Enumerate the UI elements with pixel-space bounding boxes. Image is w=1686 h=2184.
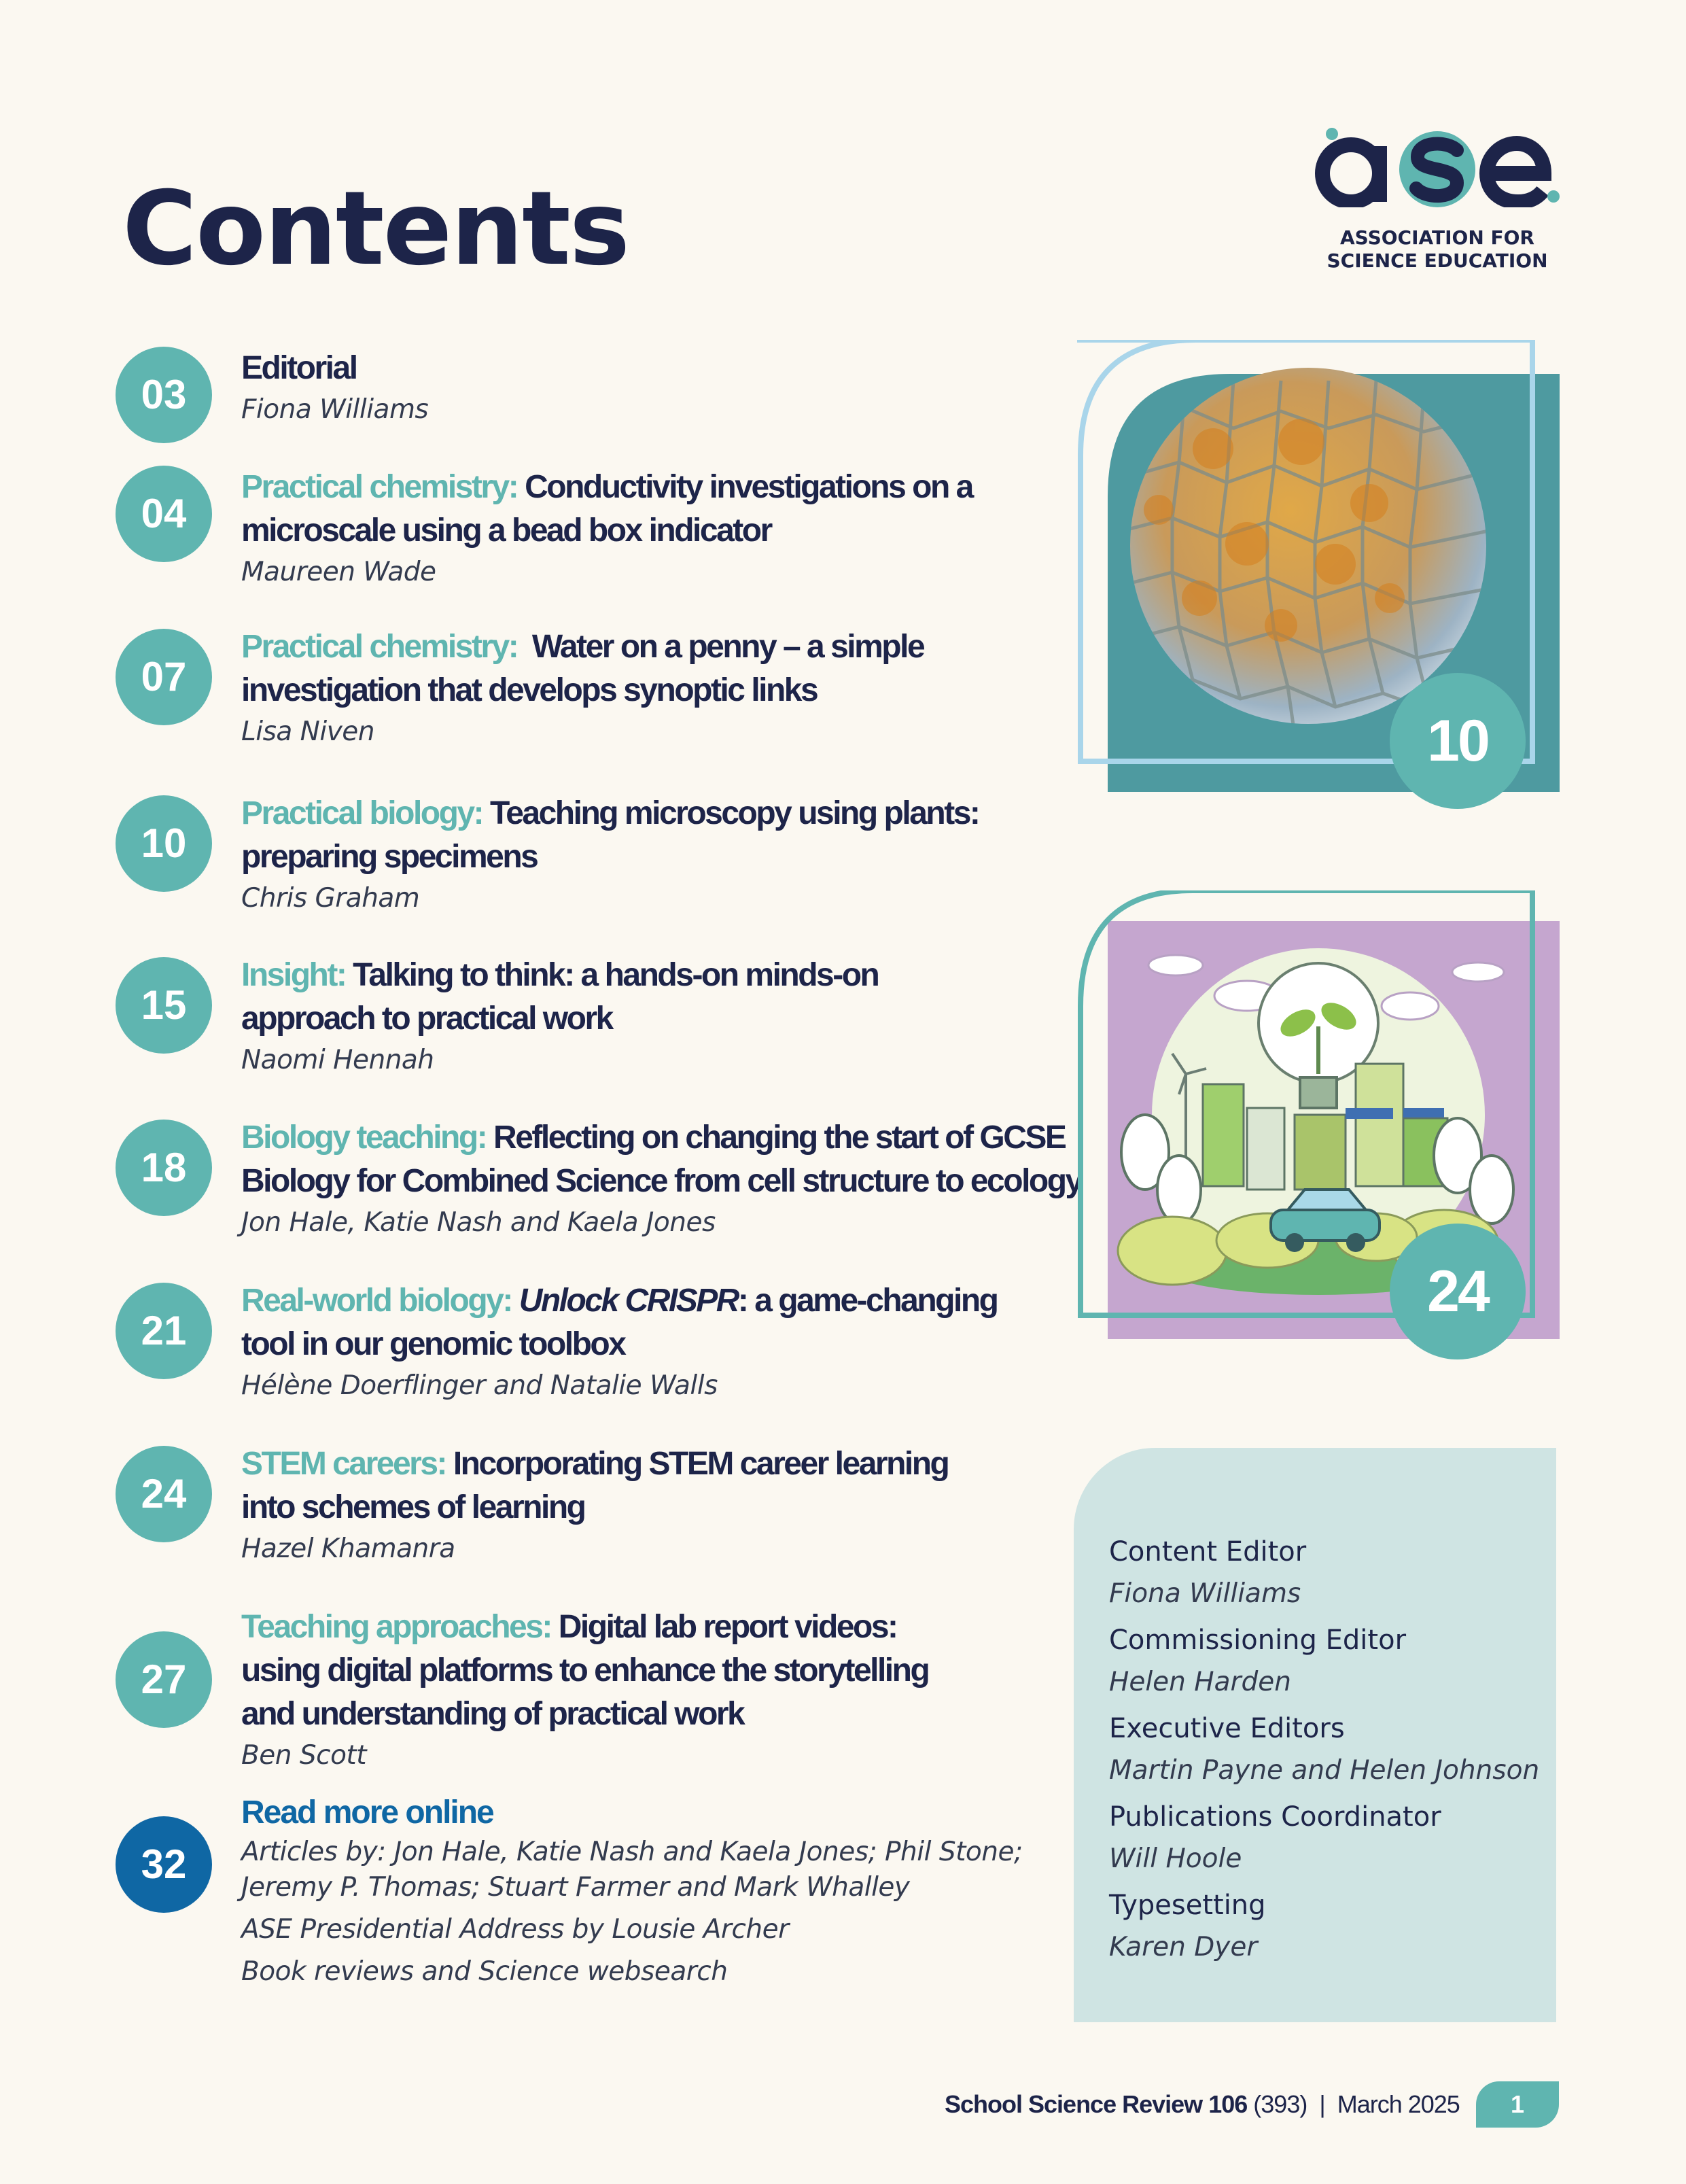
entry-title-line2: using digital platforms to enhance the storytelling <box>241 1652 929 1688</box>
page-number-badge: 24 <box>116 1446 212 1542</box>
entry-author: Hélène Doerflinger and Natalie Walls <box>241 1370 718 1401</box>
entry-title-line2: into schemes of learning <box>241 1489 585 1525</box>
journal-issue: (393) <box>1253 2090 1307 2118</box>
microscope-image-panel[interactable] <box>1077 340 1560 795</box>
page-title: Contents <box>122 170 629 288</box>
online-address-line: ASE Presidential Address by Lousie Archer <box>241 1914 789 1945</box>
entry-title-line2: microscale using a bead box indicator <box>241 513 771 549</box>
credit-name: Karen Dyer <box>1109 1932 1258 1962</box>
entry-title-line1: Reflecting on changing the start of GCSE <box>493 1120 1066 1156</box>
logo-caption <box>1312 226 1563 273</box>
entry-title-line1: : a game-changing <box>737 1283 998 1319</box>
entry-title-line3: and understanding of practical work <box>241 1696 744 1732</box>
page-number-badge: 18 <box>116 1120 212 1216</box>
page-number-badge: 03 <box>116 347 212 443</box>
entry-title-line2: Biology for Combined Science from cell structure to ecology <box>241 1163 1082 1199</box>
credit-role: Executive Editors <box>1109 1713 1345 1744</box>
credit-role: Content Editor <box>1109 1536 1307 1567</box>
credit-name: Helen Harden <box>1109 1667 1291 1697</box>
ase-logo <box>1312 126 1563 275</box>
credit-name: Fiona Williams <box>1109 1578 1301 1609</box>
credit-role: Publications Coordinator <box>1109 1801 1441 1833</box>
entry-author: Hazel Khamanra <box>241 1533 455 1564</box>
entry-title-line2: tool in our genomic toolbox <box>241 1326 625 1362</box>
entry-category: Insight: <box>241 957 346 993</box>
journal-name: School Science Review <box>945 2090 1203 2118</box>
entry-category: Practical biology: <box>241 795 483 831</box>
issue-date: March 2025 <box>1337 2090 1460 2118</box>
entry-category: Biology teaching: <box>241 1120 487 1156</box>
entry-title-line1: Incorporating STEM career learning <box>453 1446 949 1482</box>
credit-name: Will Hoole <box>1109 1843 1242 1874</box>
online-reviews-line: Book reviews and Science websearch <box>241 1956 728 1987</box>
read-more-online-heading[interactable]: Read more online <box>241 1795 493 1831</box>
entry-author: Ben Scott <box>241 1740 367 1771</box>
entry-title-line1: Digital lab report videos: <box>558 1609 897 1645</box>
entry-title-line2: approach to practical work <box>241 1001 612 1037</box>
entry-author: Lisa Niven <box>241 716 374 747</box>
entry-author: Maureen Wade <box>241 557 436 587</box>
entry-author: Naomi Hennah <box>241 1045 434 1075</box>
entry-category: Practical chemistry: <box>241 469 518 505</box>
entry-title: Editorial <box>241 350 357 386</box>
credit-name: Martin Payne and Helen Johnson <box>1109 1755 1540 1786</box>
page-number-badge: 07 <box>116 629 212 725</box>
page-number-badge: 10 <box>116 795 212 892</box>
online-articles-line2: Jeremy P. Thomas; Stuart Farmer and Mark Whalley <box>241 1872 910 1903</box>
editorial-credits-box <box>1074 1448 1556 2022</box>
page-number-badge: 15 <box>116 957 212 1054</box>
entry-author: Chris Graham <box>241 883 420 914</box>
entry-title-line2: investigation that develops synoptic links <box>241 672 818 708</box>
entry-category: Real-world biology: <box>241 1283 512 1319</box>
entry-title-line1: Teaching microscopy using plants: <box>489 795 979 831</box>
entry-category: Practical chemistry: <box>241 629 518 665</box>
image-page-badge: 10 <box>1390 673 1526 809</box>
page-number-badge: 21 <box>116 1283 212 1379</box>
credit-role: Typesetting <box>1109 1890 1266 1921</box>
ase-wordmark-icon <box>1312 126 1563 207</box>
journal-volume: 106 <box>1208 2090 1248 2118</box>
page-footer <box>945 2090 1460 2119</box>
entry-title-line1: Conductivity investigations on a <box>525 469 972 505</box>
logo-line1: ASSOCIATION FOR <box>1339 226 1534 249</box>
entry-author: Jon Hale, Katie Nash and Kaela Jones <box>241 1207 716 1238</box>
page-number-badge: 32 <box>116 1816 212 1913</box>
entry-title-italic: Unlock CRISPR <box>519 1283 738 1319</box>
credit-role: Commissioning Editor <box>1109 1625 1407 1656</box>
green-city-image-panel[interactable] <box>1077 890 1560 1342</box>
entry-title-line1: Water on a penny – a simple <box>531 629 924 665</box>
entry-author: Fiona Williams <box>241 394 429 425</box>
image-page-badge: 24 <box>1390 1224 1526 1359</box>
logo-line2: SCIENCE EDUCATION <box>1327 249 1548 272</box>
online-articles-line1: Articles by: Jon Hale, Katie Nash and Kaela Jones; Phil Stone; <box>241 1837 1023 1867</box>
page-number: 1 <box>1476 2081 1559 2128</box>
page-number-badge: 27 <box>116 1631 212 1728</box>
entry-title-line1: Talking to think: a hands-on minds-on <box>353 957 879 993</box>
page-number-badge: 04 <box>116 466 212 562</box>
entry-category: Teaching approaches: <box>241 1609 551 1645</box>
entry-title-line2: preparing specimens <box>241 839 538 875</box>
entry-category: STEM careers: <box>241 1446 446 1482</box>
footer-separator: | <box>1319 2090 1325 2118</box>
